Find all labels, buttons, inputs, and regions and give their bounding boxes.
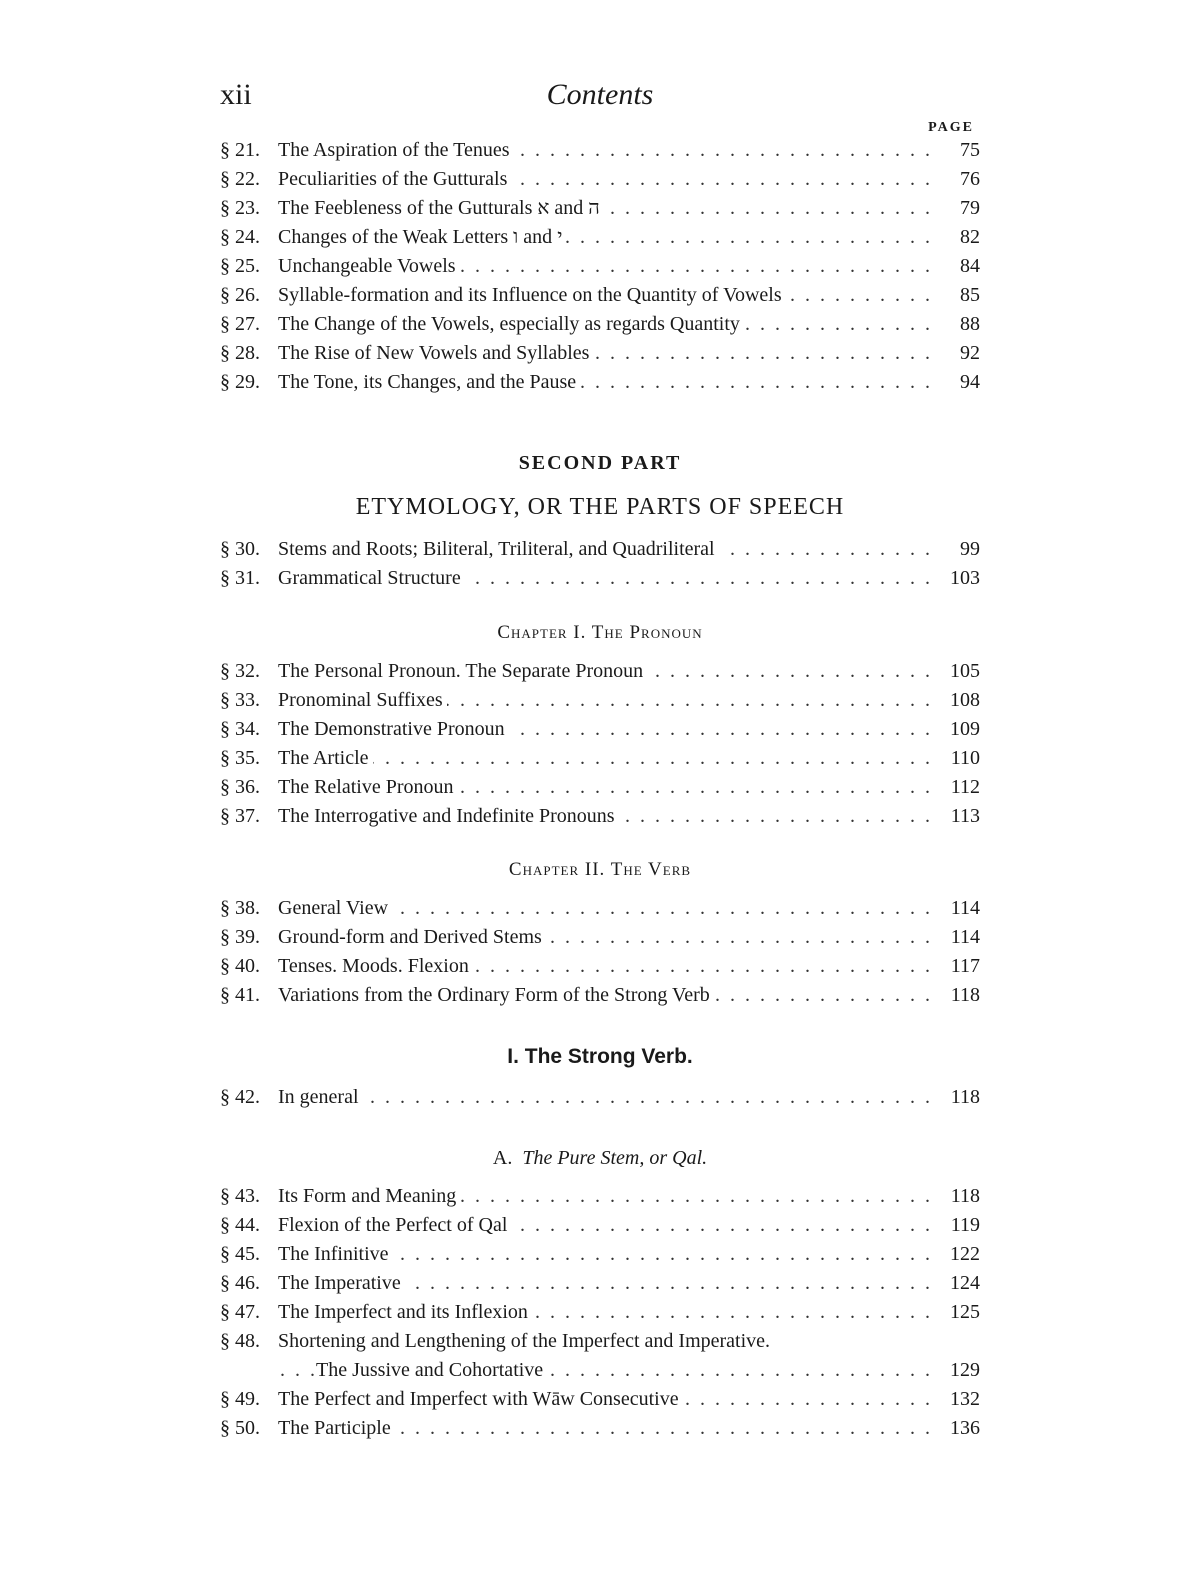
entry-title: Syllable-formation and its Influence on the Quantity of Vowels: [278, 281, 786, 310]
section-number: § 28.: [220, 342, 260, 364]
toc-entry: [220, 1327, 980, 1356]
page-ref: 122: [936, 1240, 980, 1269]
toc-entry: [220, 1414, 980, 1443]
toc-entry: [220, 657, 980, 686]
entry-title: Shortening and Lengthening of the Imperfect and Imperative.: [278, 1327, 774, 1356]
page-ref: 82: [936, 223, 980, 252]
toc-entry: [220, 310, 980, 339]
section-number: § 41.: [220, 984, 260, 1006]
page-ref: 136: [936, 1414, 980, 1443]
toc-entry: [220, 1385, 980, 1414]
page-ref: 94: [936, 368, 980, 397]
section-number: § 37.: [220, 805, 260, 827]
section-number: § 47.: [220, 1301, 260, 1323]
toc-entry: [220, 252, 980, 281]
entry-title: The Personal Pronoun. The Separate Pronoun: [278, 657, 647, 686]
entry-title: The Relative Pronoun: [278, 773, 458, 802]
section-number: § 50.: [220, 1417, 260, 1439]
page-ref: 99: [936, 535, 980, 564]
leader-dots: [278, 744, 930, 773]
entry-title: Stems and Roots; Biliteral, Triliteral, and Quadriliteral: [278, 535, 719, 564]
toc-group-qal: [220, 1182, 980, 1443]
qal-heading-main: The Pure Stem, or Qal.: [522, 1147, 708, 1169]
chapter-heading-pronoun: Chapter I. The Pronoun: [497, 622, 703, 643]
page-ref: 92: [936, 339, 980, 368]
entry-title: The Rise of New Vowels and Syllables: [278, 339, 593, 368]
page-ref: 103: [936, 564, 980, 593]
toc-entry: [220, 894, 980, 923]
toc-entry: [220, 981, 980, 1010]
entry-title: Pronominal Suffixes: [278, 686, 447, 715]
entry-title: The Tone, its Changes, and the Pause: [278, 368, 580, 397]
toc-entry: [220, 368, 980, 397]
page-ref: 118: [936, 1182, 980, 1211]
toc-entry: [220, 1240, 980, 1269]
entry-title: The Feebleness of the Gutturals א and ה: [278, 194, 604, 223]
entry-title: Its Form and Meaning: [278, 1182, 460, 1211]
page-ref: 118: [936, 1083, 980, 1112]
entry-title: In general: [278, 1083, 363, 1112]
entry-title: The Interrogative and Indefinite Pronouns: [278, 802, 619, 831]
entry-title: The Imperative: [278, 1269, 405, 1298]
entry-title-continuation: The Jussive and Cohortative: [316, 1356, 547, 1385]
toc-entry: [220, 194, 980, 223]
entry-title: General View: [278, 894, 392, 923]
page-ref: 76: [936, 165, 980, 194]
entry-title: Grammatical Structure: [278, 564, 465, 593]
section-number: § 27.: [220, 313, 260, 335]
section-number: § 46.: [220, 1272, 260, 1294]
page-ref: 84: [936, 252, 980, 281]
toc-entry: [220, 744, 980, 773]
toc-entry: [220, 1298, 980, 1327]
page-ref: 119: [936, 1211, 980, 1240]
qal-heading: [220, 1147, 980, 1170]
page-ref: 112: [936, 773, 980, 802]
page-ref: 113: [936, 802, 980, 831]
toc-entry: [220, 223, 980, 252]
entry-title: The Demonstrative Pronoun: [278, 715, 509, 744]
page-ref: 79: [936, 194, 980, 223]
entry-title: The Article: [278, 744, 373, 773]
section-number: § 31.: [220, 567, 260, 589]
section-number: § 48.: [220, 1330, 260, 1352]
toc-entry: [220, 952, 980, 981]
toc-entry: [220, 686, 980, 715]
toc-entry: [220, 1083, 980, 1112]
entry-title: Changes of the Weak Letters ו and י: [278, 223, 566, 252]
section-number: § 21.: [220, 139, 260, 161]
toc-entry: [220, 165, 980, 194]
section-number: § 36.: [220, 776, 260, 798]
chapter-heading-verb: Chapter II. The Verb: [508, 859, 692, 880]
section-number: § 32.: [220, 660, 260, 682]
running-title: Contents: [546, 78, 654, 111]
section-number: § 42.: [220, 1086, 260, 1108]
entry-title: The Perfect and Imperfect with Wāw Consecutive: [278, 1385, 683, 1414]
page-ref: 132: [936, 1385, 980, 1414]
toc-entry: [220, 715, 980, 744]
toc-group-strong-verb: [220, 1083, 980, 1112]
toc-entry: [220, 923, 980, 952]
section-number: § 22.: [220, 168, 260, 190]
section-number: § 40.: [220, 955, 260, 977]
toc-entry: [220, 564, 980, 593]
section-number: § 44.: [220, 1214, 260, 1236]
toc-entry: [220, 136, 980, 165]
page-number: xii: [220, 78, 252, 111]
toc-entry: [220, 339, 980, 368]
toc-group-etymology: [220, 535, 980, 593]
toc-entry: [220, 1211, 980, 1240]
toc-entry: [220, 1182, 980, 1211]
entry-title: The Aspiration of the Tenues: [278, 136, 514, 165]
section-number: § 39.: [220, 926, 260, 948]
page-ref: 108: [936, 686, 980, 715]
entry-title: The Infinitive: [278, 1240, 393, 1269]
entry-title: The Participle: [278, 1414, 395, 1443]
page-ref: 85: [936, 281, 980, 310]
qal-heading-prefix: A.: [492, 1147, 513, 1169]
entry-title: Variations from the Ordinary Form of the Strong Verb: [278, 981, 714, 1010]
toc-entry: [220, 281, 980, 310]
section-number: § 30.: [220, 538, 260, 560]
page-ref: 88: [936, 310, 980, 339]
entry-title: The Change of the Vowels, especially as regards Quantity: [278, 310, 744, 339]
toc-group-verb: [220, 894, 980, 1010]
page-ref: 109: [936, 715, 980, 744]
page-ref: 105: [936, 657, 980, 686]
section-number: § 34.: [220, 718, 260, 740]
entry-title: Flexion of the Perfect of Qal: [278, 1211, 511, 1240]
toc-entry: [220, 773, 980, 802]
entry-title: Ground-form and Derived Stems: [278, 923, 546, 952]
page-ref: 75: [936, 136, 980, 165]
entry-title: The Imperfect and its Inflexion: [278, 1298, 532, 1327]
section-number: § 26.: [220, 284, 260, 306]
section-number: § 45.: [220, 1243, 260, 1265]
section-number: § 24.: [220, 226, 260, 248]
page-ref: 124: [936, 1269, 980, 1298]
entry-title: Unchangeable Vowels: [278, 252, 460, 281]
toc-entry-continuation: [220, 1356, 980, 1385]
page-ref: 114: [936, 894, 980, 923]
part-subtitle: ETYMOLOGY, OR THE PARTS OF SPEECH: [355, 494, 845, 520]
page-ref: 118: [936, 981, 980, 1010]
part-heading: SECOND PART: [518, 452, 682, 474]
section-number: § 29.: [220, 371, 260, 393]
toc-entry: [220, 535, 980, 564]
strong-verb-heading: I. The Strong Verb.: [507, 1045, 693, 1068]
entry-title: Tenses. Moods. Flexion: [278, 952, 473, 981]
section-number: § 49.: [220, 1388, 260, 1410]
section-number: § 38.: [220, 897, 260, 919]
toc-entry: [220, 802, 980, 831]
page-column-label: PAGE: [928, 120, 974, 135]
section-number: § 25.: [220, 255, 260, 277]
section-number: § 35.: [220, 747, 260, 769]
toc-group-first-part: [220, 136, 980, 397]
section-number: § 23.: [220, 197, 260, 219]
entry-title: Peculiarities of the Gutturals: [278, 165, 511, 194]
page-ref: 117: [936, 952, 980, 981]
toc-entry: [220, 1269, 980, 1298]
leader-dots: [278, 1083, 930, 1112]
page-header: [220, 78, 980, 122]
toc-group-pronoun: [220, 657, 980, 831]
page-ref: 129: [936, 1356, 980, 1385]
section-number: § 43.: [220, 1185, 260, 1207]
section-number: § 33.: [220, 689, 260, 711]
page-ref: 114: [936, 923, 980, 952]
page-ref: 110: [936, 744, 980, 773]
page-ref: 125: [936, 1298, 980, 1327]
